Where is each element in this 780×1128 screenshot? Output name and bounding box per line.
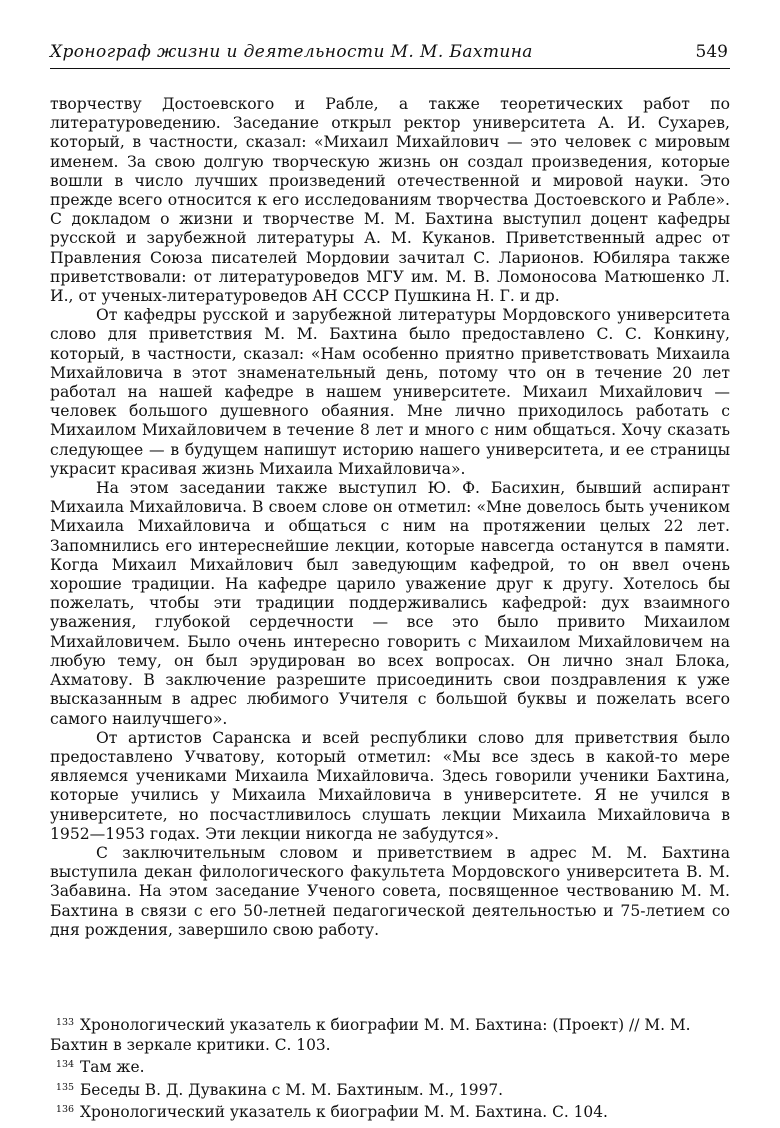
footnote-text: Хронологический указатель к биографии М. М. Бахтина: (Проект) // М. М. Бахтин в зеркале критики. С. 103. [50,1016,691,1054]
footnote-number: 134 [55,1059,75,1071]
footnote [50,1013,730,1055]
paragraph: На этом заседании также выступил Ю. Ф. Басихин, бывший аспирант Михаила Михайловича. В своем слове он отметил: «Мне довелось быть учеником Михаила Михайловича и общаться с ним на протяжении целых 22 лет. Запомнились его интереснейшие лекции, которые навсегда останутся в памяти. Когда Михаил Михайлович был заведующим кафедрой, то он ввел очень хорошие традиции. На кафедре царило уважение друг к другу. Хотелось бы пожелать, чтобы эти традиции поддерживались кафедрой: дух взаимного уважения, глубокой сердечности — все это было привито Михаилом Михайловичем. Было очень интересно говорить с Михаилом Михайловичем на любую тему, он был эрудирован во всех вопросах. Он лично знал Блока, Ахматову. В заключение разрешите присоединить свои поздравления к уже высказанным в адрес любимого Учителя с большой буквы и пожелать всего самого наилучшего». [50,479,730,728]
paragraph: творчеству Достоевского и Рабле, а также теоретических работ по литературоведению. Заседание открыл ректор университета А. И. Сухарев, который, в частности, сказал: «Михаил Михайлович — это человек с мировым именем. За свою долгую творческую жизнь он создал произведения, которые вошли в число лучших произведений отечественной и мировой науки. Это прежде всего относится к его исследованиям творчества Достоевского и Рабле». С докладом о жизни и творчестве М. М. Бахтина выступил доцент кафедры русской и зарубежной литературы А. М. Куканов. Приветственный адрес от Правления Союза писателей Мордовии зачитал С. Ларионов. Юбиляра также приветствовали: от литературоведов МГУ им. М. В. Ломоносова Матюшенко Л. И., от ученых-литературоведов АН СССР Пушкина Н. Г. и др. [50,95,730,306]
footnote-text: Хронологический указатель к биографии М. М. Бахтина. С. 104. [80,1103,608,1122]
footnote [50,1078,730,1101]
footnote [50,1100,730,1123]
footnote-number: 136 [55,1104,75,1116]
paragraph: От артистов Саранска и всей республики слово для приветствия было предоставлено Учватову, который отметил: «Мы все здесь в какой-то мере являемся учениками Михаила Михайловича. Здесь говорили ученики Бахтина, которые учились у Михаила Михайловича в университете. Я не учился в университете, но посчастливилось слушать лекции Михаила Михайловича в 1952—1953 годах. Эти лекции никогда не забудутся». [50,728,730,843]
footnote-text: Беседы В. Д. Дувакина с М. М. Бахтиным. М., 1997. [80,1080,504,1099]
footnote [50,1055,730,1078]
footnote-number: 133 [55,1017,75,1028]
footnotes [50,1013,730,1123]
running-header [50,40,730,69]
running-title: Хронограф жизни и деятельности М. М. Бахтина [50,42,533,62]
footnote-number: 135 [55,1081,75,1093]
footnote-text: Там же. [80,1058,145,1077]
page-number: 549 [695,42,728,62]
paragraph: От кафедры русской и зарубежной литературы Мордовского университета слово для приветствия М. М. Бахтина было предоставлено С. С. Конкину, который, в частности, сказал: «Нам особенно приятно приветствовать Михаила Михайловича в этот знаменательный день, потому что он в течение 20 лет работал на нашей кафедре в нашем университете. Михаил Михайлович — человек большого душевного обаяния. Мне лично приходилось работать с Михаилом Михайловичем в течение 8 лет и много с ним общаться. Хочу сказать следующее — в будущем напишут историю нашего университета, и ее страницы украсит красивая жизнь Михаила Михайловича». [50,306,730,478]
main-text [50,95,730,940]
paragraph: С заключительным словом и приветствием в адрес М. М. Бахтина выступила декан филологического факультета Мордовского университета В. М. Забавина. На этом заседание Ученого совета, посвященное чествованию М. М. Бахтина в связи с его 50-летней педагогической деятельностью и 75-летием со дня рождения, завершило свою работу. [50,843,730,939]
